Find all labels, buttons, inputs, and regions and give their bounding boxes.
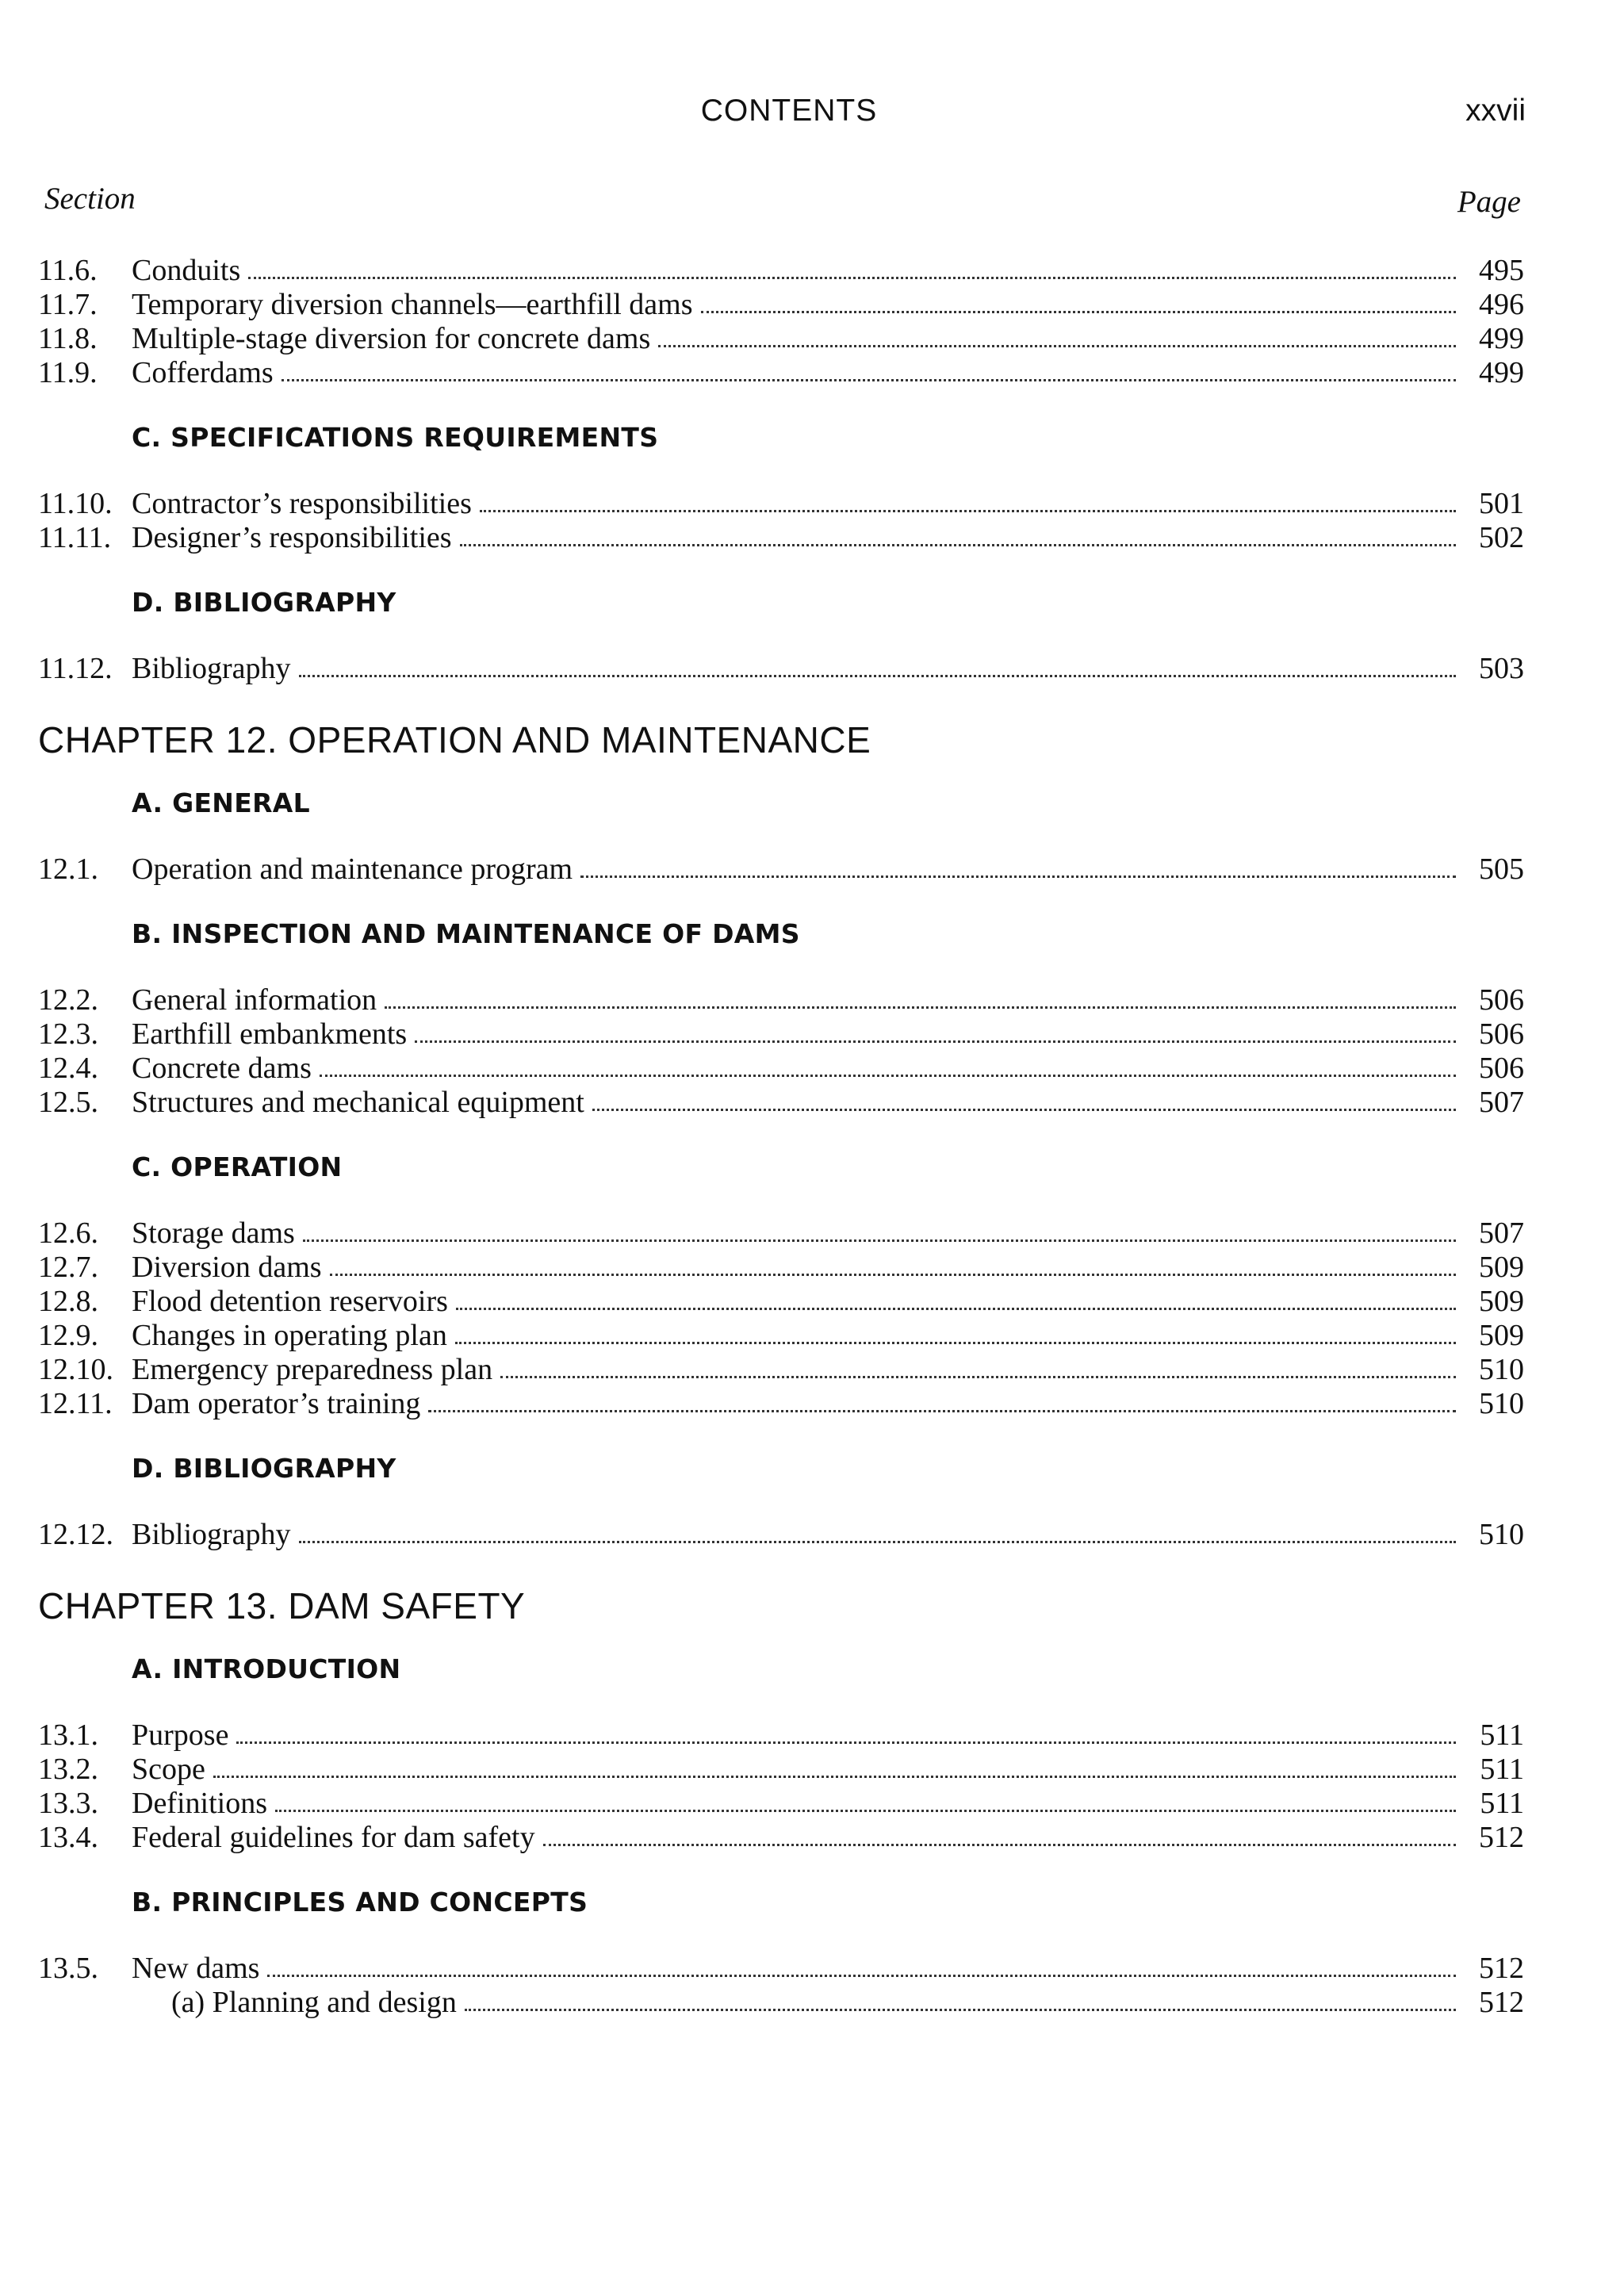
section-number: 12.11. — [38, 1387, 113, 1420]
section-heading: B. PRINCIPLES AND CONCEPTS — [132, 1887, 588, 1918]
entry-row — [132, 356, 1524, 390]
section-number: 11.9. — [38, 356, 98, 389]
section-heading: D. BIBLIOGRAPHY — [132, 587, 396, 618]
page-number: 499 — [1479, 322, 1524, 355]
page-number: 509 — [1479, 1285, 1524, 1318]
toc-entry[interactable] — [38, 356, 1524, 390]
entry-title: New dams — [132, 1952, 260, 1985]
toc-entry[interactable] — [38, 983, 1524, 1017]
section-number: 11.8. — [38, 322, 98, 355]
entry-title: Bibliography — [132, 1518, 291, 1551]
toc-entry[interactable] — [38, 1251, 1524, 1285]
entry-title: Purpose — [132, 1718, 229, 1752]
section-number: 11.10. — [38, 487, 113, 520]
section-heading: A. GENERAL — [132, 787, 310, 818]
entry-row — [132, 288, 1524, 322]
page-number: 505 — [1479, 852, 1524, 886]
entry-title: Concrete dams — [132, 1052, 312, 1085]
section-number: 12.12. — [38, 1518, 113, 1551]
entry-title: General information — [132, 983, 377, 1017]
section-heading: D. BIBLIOGRAPHY — [132, 1453, 396, 1484]
entry-row — [132, 1718, 1524, 1753]
entry-row — [132, 521, 1524, 555]
entry-title: Designer’s responsibilities — [132, 521, 452, 554]
toc-entry[interactable] — [38, 1821, 1524, 1855]
dot-leader — [592, 1109, 1456, 1111]
section-heading: C. SPECIFICATIONS REQUIREMENTS — [132, 422, 659, 453]
entry-title: Scope — [132, 1753, 205, 1786]
entry-title: Structures and mechanical equipment — [132, 1086, 584, 1119]
entry-title: Diversion dams — [132, 1251, 322, 1284]
dot-leader — [248, 277, 1456, 279]
entry-title: Bibliography — [132, 652, 291, 685]
entry-title: Emergency preparedness plan — [132, 1353, 493, 1386]
toc-entry[interactable] — [38, 254, 1524, 288]
dot-leader — [480, 510, 1456, 512]
section-number: 11.12. — [38, 652, 113, 685]
dot-leader — [299, 675, 1456, 677]
toc-entry[interactable] — [38, 322, 1524, 356]
toc-entry[interactable] — [38, 1017, 1524, 1052]
entry-row — [132, 1387, 1524, 1421]
entry-title: Operation and maintenance program — [132, 852, 573, 886]
dot-leader — [415, 1040, 1456, 1043]
page-number: 495 — [1479, 254, 1524, 287]
toc-entry[interactable] — [38, 1518, 1524, 1552]
page-number: 510 — [1479, 1353, 1524, 1386]
entry-title: Cofferdams — [132, 356, 274, 389]
toc-entry[interactable] — [38, 1353, 1524, 1387]
section-number: 12.7. — [38, 1251, 98, 1284]
entry-title: Contractor’s responsibilities — [132, 487, 472, 520]
section-number: 11.11. — [38, 521, 112, 554]
toc-entry[interactable] — [38, 1387, 1524, 1421]
section-number: 12.4. — [38, 1052, 98, 1085]
page-number: 507 — [1479, 1216, 1524, 1250]
page-number: 501 — [1479, 487, 1524, 520]
section-number: 11.7. — [38, 288, 98, 321]
dot-leader — [303, 1239, 1456, 1242]
toc-entry[interactable] — [38, 1753, 1524, 1787]
dot-leader — [282, 379, 1456, 381]
running-head — [0, 94, 1624, 141]
entry-row — [132, 322, 1524, 356]
toc-entry[interactable] — [38, 1787, 1524, 1821]
section-number: 11.6. — [38, 254, 98, 287]
page-numeral: xxvii — [1465, 94, 1526, 128]
page-number: 511 — [1480, 1787, 1524, 1820]
entry-row — [132, 1017, 1524, 1052]
dot-leader — [267, 1975, 1456, 1977]
section-number: 13.2. — [38, 1753, 98, 1786]
entry-row — [132, 1353, 1524, 1387]
toc-entry[interactable] — [38, 521, 1524, 555]
page-number: 506 — [1479, 1017, 1524, 1051]
toc-entry[interactable] — [38, 652, 1524, 686]
entry-row — [132, 1787, 1524, 1821]
dot-leader — [658, 345, 1456, 347]
entry-title: Storage dams — [132, 1216, 295, 1250]
section-number: 13.4. — [38, 1821, 98, 1854]
section-number: 12.6. — [38, 1216, 98, 1250]
toc-entry[interactable] — [38, 1052, 1524, 1086]
page-number: 506 — [1479, 1052, 1524, 1085]
dot-leader — [213, 1776, 1456, 1778]
section-number: 12.10. — [38, 1353, 113, 1386]
page-number: 512 — [1479, 1986, 1524, 2019]
section-number: 13.5. — [38, 1952, 98, 1985]
column-headings — [44, 181, 1521, 228]
entry-row — [132, 1086, 1524, 1120]
toc-entry[interactable] — [38, 852, 1524, 887]
page-number: 509 — [1479, 1319, 1524, 1352]
page-column-label: Page — [1457, 185, 1521, 219]
entry-title: Definitions — [132, 1787, 267, 1820]
dot-leader — [701, 311, 1456, 313]
dot-leader — [236, 1741, 1456, 1744]
entry-row — [132, 487, 1524, 521]
section-number: 12.1. — [38, 852, 98, 886]
entry-row — [132, 1821, 1524, 1855]
toc-subentry[interactable] — [38, 1986, 1524, 2020]
entry-row — [132, 652, 1524, 686]
entry-row — [132, 852, 1524, 887]
section-number: 12.2. — [38, 983, 98, 1017]
page-number: 509 — [1479, 1251, 1524, 1284]
toc-entry[interactable] — [38, 1319, 1524, 1353]
dot-leader — [543, 1844, 1456, 1846]
entry-title: Flood detention reservoirs — [132, 1285, 448, 1318]
entry-title: Multiple-stage diversion for concrete dams — [132, 322, 651, 355]
page-number: 502 — [1479, 521, 1524, 554]
entry-title: Temporary diversion channels—earthfill dams — [132, 288, 693, 321]
entry-row — [132, 983, 1524, 1017]
section-number: 12.3. — [38, 1017, 98, 1051]
entry-title: Dam operator’s training — [132, 1387, 421, 1420]
section-heading: A. INTRODUCTION — [132, 1653, 401, 1684]
section-number: 12.5. — [38, 1086, 98, 1119]
entry-title: Earthfill embankments — [132, 1017, 408, 1051]
entry-row — [132, 1052, 1524, 1086]
page-number: 511 — [1480, 1753, 1524, 1786]
dot-leader — [385, 1006, 1456, 1009]
dot-leader — [330, 1274, 1456, 1276]
toc-entry[interactable] — [38, 1718, 1524, 1753]
page-number: 511 — [1480, 1718, 1524, 1752]
dot-leader — [580, 875, 1456, 878]
section-heading: B. INSPECTION AND MAINTENANCE OF DAMS — [132, 918, 800, 949]
entry-title: (a) Planning and design — [171, 1986, 457, 2019]
page-number: 510 — [1479, 1518, 1524, 1551]
dot-leader — [460, 544, 1456, 546]
toc-entry[interactable] — [38, 288, 1524, 322]
entry-row — [132, 1319, 1524, 1353]
page-title: CONTENTS — [700, 94, 878, 128]
entry-row — [132, 1251, 1524, 1285]
dot-leader — [465, 2009, 1456, 2011]
dot-leader — [500, 1376, 1456, 1378]
dot-leader — [428, 1410, 1456, 1412]
chapter-heading: CHAPTER 13. DAM SAFETY — [38, 1585, 526, 1626]
section-column-label: Section — [44, 182, 136, 216]
section-number: 13.3. — [38, 1787, 98, 1820]
toc-entry[interactable] — [38, 1086, 1524, 1120]
page-number: 507 — [1479, 1086, 1524, 1119]
entry-row — [132, 1952, 1524, 1986]
section-number: 12.8. — [38, 1285, 98, 1318]
section-number: 13.1. — [38, 1718, 98, 1752]
dot-leader — [299, 1541, 1456, 1543]
dot-leader — [320, 1075, 1456, 1077]
entry-row — [132, 1518, 1524, 1552]
dot-leader — [275, 1810, 1456, 1812]
toc-entry[interactable] — [38, 1952, 1524, 1986]
page-number: 499 — [1479, 356, 1524, 389]
section-heading: C. OPERATION — [132, 1151, 343, 1182]
section-number: 12.9. — [38, 1319, 98, 1352]
entry-title: Conduits — [132, 254, 241, 287]
entry-title: Changes in operating plan — [132, 1319, 447, 1352]
page-number: 512 — [1479, 1952, 1524, 1985]
dot-leader — [456, 1308, 1456, 1310]
page-number: 512 — [1479, 1821, 1524, 1854]
entry-row — [132, 1216, 1524, 1251]
page-number: 496 — [1479, 288, 1524, 321]
entry-row — [132, 1285, 1524, 1319]
page-number: 503 — [1479, 652, 1524, 685]
entry-title: Federal guidelines for dam safety — [132, 1821, 535, 1854]
table-of-contents — [38, 254, 1524, 2020]
toc-entry[interactable] — [38, 1285, 1524, 1319]
entry-row — [132, 1753, 1524, 1787]
entry-row — [171, 1986, 1524, 2020]
toc-entry[interactable] — [38, 1216, 1524, 1251]
dot-leader — [455, 1342, 1456, 1344]
entry-row — [132, 254, 1524, 288]
chapter-heading: CHAPTER 12. OPERATION AND MAINTENANCE — [38, 719, 871, 761]
page-number: 506 — [1479, 983, 1524, 1017]
page-number: 510 — [1479, 1387, 1524, 1420]
toc-entry[interactable] — [38, 487, 1524, 521]
